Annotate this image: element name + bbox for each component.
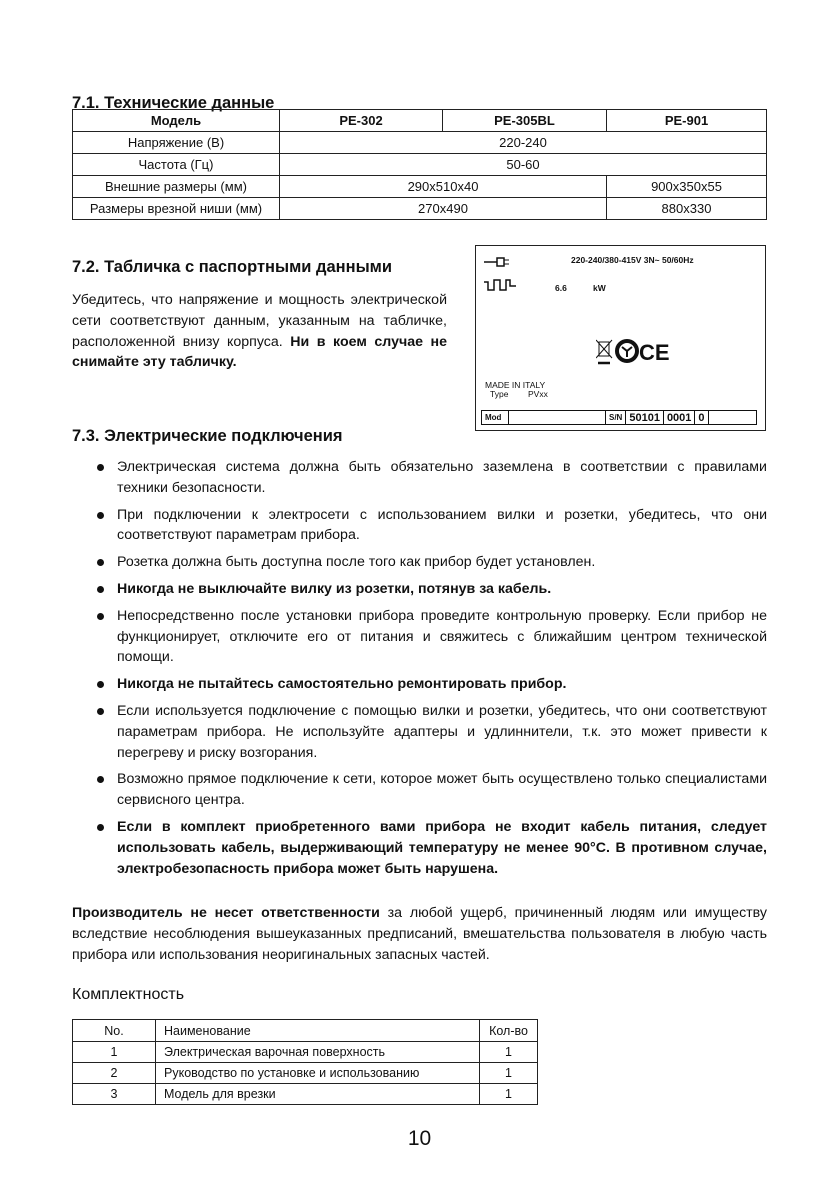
cell: 880x330 [607,198,767,220]
section-title-7-3: 7.3. Электрические подключения [72,427,343,445]
cell: 290x510x40 [280,176,607,198]
header-cell: Кол-во [480,1020,538,1042]
plate-mod: Mod [482,411,509,424]
cell: 3 [73,1084,156,1105]
list-item [97,769,767,811]
list-item-text: Если используется подключение с помощью вилки и розетки, убедитесь, что они соответствуют параметрам прибора. Не используйте адаптеры и удлиннители, т.к. это может привести к перегреву и риску возгорания. [117,702,767,761]
bullet-icon [97,824,104,831]
list-item-text: Розетка должна быть доступна после того как прибор будет установлен. [117,554,596,571]
plug-icon [484,256,512,268]
cell: Электрическая варочная поверхность [156,1042,480,1063]
list-item-text: Никогда не пытайтесь самостоятельно ремонтировать прибор. [117,676,567,693]
cell: 270x490 [280,198,607,220]
list-item-text: Если в комплект приобретенного вами прибора не входит кабель питания, следует использовать кабель, выдерживающий температуру не менее 90°С. В противном случае, электробезопасность прибора может быть нарушена. [117,818,767,877]
table-header-row [73,1020,538,1042]
bullet-icon [97,559,104,566]
section-title-7-2: 7.2. Табличка с паспортными данными [72,258,393,276]
list-item [97,817,767,879]
liability-bold: Производитель не несет ответственности [72,905,380,921]
plate-voltage: 220-240/380-415V 3N~ 50/60Hz [571,255,694,265]
bullet-icon [97,708,104,715]
list-item-text: Непосредственно после установки прибора проведите контрольную проверку. Если прибор не функционирует, отключите его от питания и свяжитесь с ближайшим центром технической помощи. [117,607,767,666]
plate-serial-row [481,410,757,425]
plate-made-in: MADE IN ITALY [485,380,546,390]
cell: Руководство по установке и использованию [156,1063,480,1084]
cell: 1 [480,1042,538,1063]
header-cell: No. [73,1020,156,1042]
plate-sn-label: S/N [606,411,626,424]
list-item [97,674,767,695]
table-row [73,1063,538,1084]
cell: 50-60 [280,154,767,176]
liability-note [72,903,767,965]
bullet-icon [97,512,104,519]
list-item-text: При подключении к электросети с использованием вилки и розетки, убедитесь, что они соответствуют параметрам прибора. [117,506,767,544]
list-item [97,701,767,763]
paragraph-text: Убедитесь, что напряжение и мощность электрической сети соответствуют данным, указанным на табличке, расположенной внизу корпуса. [72,292,447,350]
plate-type: PVxx [528,389,548,399]
heating-element-icon [484,278,520,292]
cell: Модель для врезки [156,1084,480,1105]
plate-sn2: 0001 [664,411,695,424]
plate-power: 6.6 [555,283,567,293]
cell: 1 [480,1084,538,1105]
table-row [73,154,767,176]
plate-sn1: 50101 [626,411,664,424]
list-item [97,579,767,600]
cell: 1 [480,1063,538,1084]
section-title-7-1: 7.1. Технические данные [72,94,275,112]
connection-rules-list [97,457,767,885]
bullet-icon [97,464,104,471]
list-item [97,505,767,547]
list-item [97,552,767,573]
kit-table [72,1019,538,1105]
table-row [73,198,767,220]
header-cell: PE-305BL [443,110,607,132]
list-item [97,457,767,499]
row-label: Напряжение (В) [73,132,280,154]
list-item-text: Никогда не выключайте вилку из розетки, потянув за кабель. [117,580,552,597]
bullet-icon [97,613,104,620]
page-number: 10 [407,1127,432,1150]
header-cell: Наименование [156,1020,480,1042]
cell: 220-240 [280,132,767,154]
header-cell: PE-302 [280,110,443,132]
plate-type-label: Type [490,389,509,399]
liability-text: за любой ущерб, причиненный людям или имуществу вследствие несоблюдения вышеуказанных предписаний, вмешательства пользователя в любую часть прибора или использования неоригинальных запасных частей. [72,905,767,963]
certification-marks-icon [596,338,676,366]
list-item-text: Возможно прямое подключение к сети, которое может быть осуществлено только специалистами сервисного центра. [117,771,767,809]
bullet-icon [97,776,104,783]
nameplate-paragraph [72,290,447,373]
list-item-text: Электрическая система должна быть обязательно заземлена в соответствии с правилами техники безопасности. [117,459,767,496]
bullet-icon [97,681,104,688]
cell: 2 [73,1063,156,1084]
svg-text:CE: CE [639,340,670,365]
kit-title: Комплектность [72,986,185,1003]
plate-unit: kW [593,283,606,293]
cell: 900x350x55 [607,176,767,198]
table-header-row [73,110,767,132]
header-cell: Модель [73,110,280,132]
paragraph-bold: Ни в коем случае не снимайте эту табличку. [72,333,447,371]
header-cell: PE-901 [607,110,767,132]
table-row [73,176,767,198]
list-item [97,606,767,668]
table-row [73,1084,538,1105]
plate-sn3: 0 [695,411,708,424]
row-label: Частота (Гц) [73,154,280,176]
row-label: Внешние размеры (мм) [73,176,280,198]
row-label: Размеры врезной ниши (мм) [73,198,280,220]
table-row [73,1042,538,1063]
table-row [73,132,767,154]
bullet-icon [97,586,104,593]
cell: 1 [73,1042,156,1063]
nameplate-image [475,245,766,431]
tech-data-table [72,109,767,220]
